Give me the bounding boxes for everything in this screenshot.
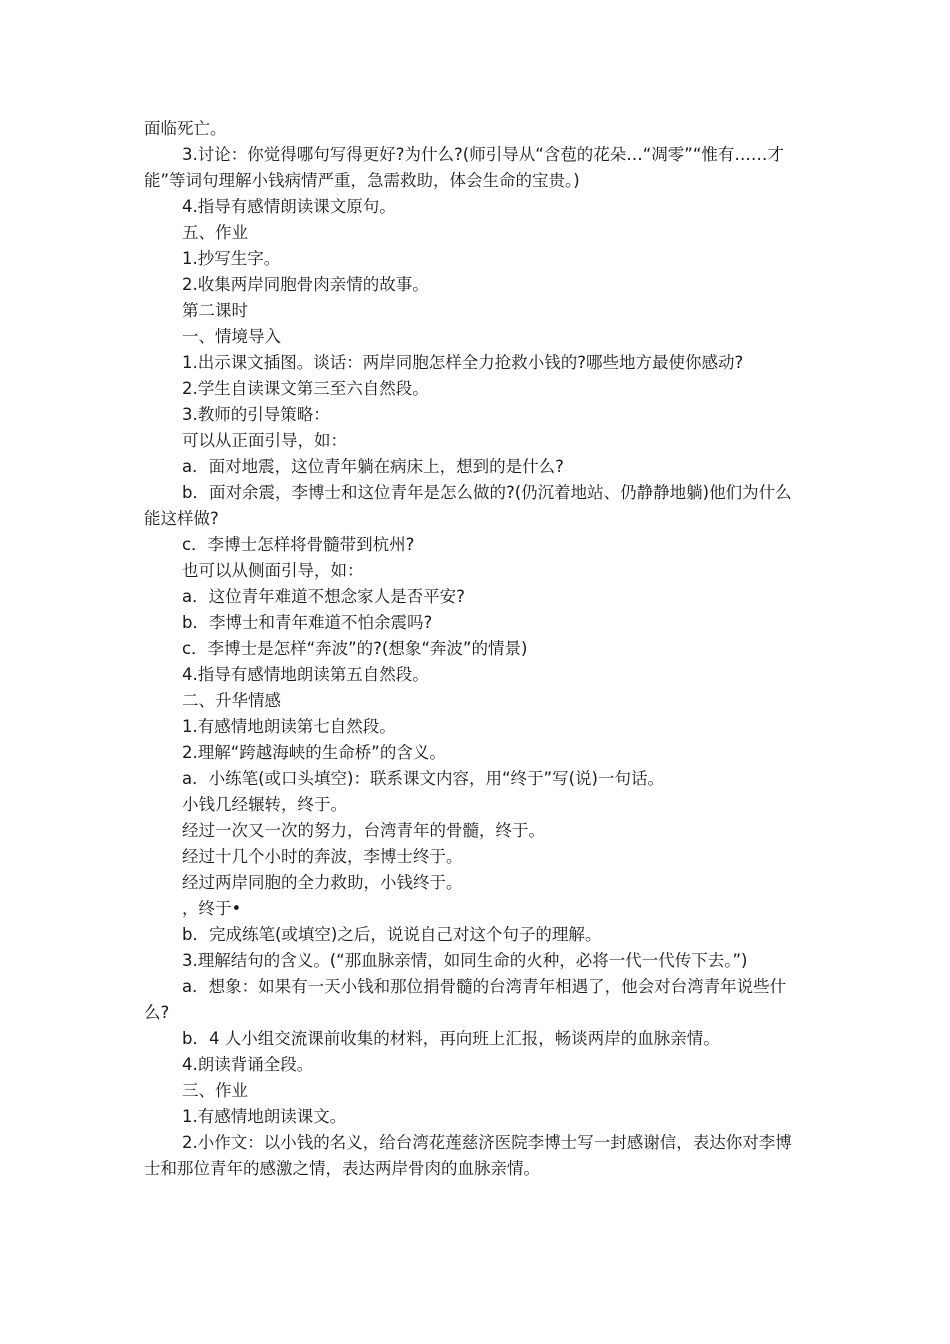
paragraph: 经过一次又一次的努力，台湾青年的骨髓，终于。 <box>182 821 545 840</box>
paragraph: b．面对余震，李博士和这位青年是怎么做的?(仍沉着地站、仍静静地躺)他们为什么能这样做? <box>144 483 792 528</box>
paragraph: 3.教师的引导策略： <box>182 405 330 424</box>
paragraph: a．面对地震，这位青年躺在病床上，想到的是什么? <box>182 457 564 476</box>
paragraph: 3.讨论：你觉得哪句写得更好?为什么?(师引导从“含苞的花朵…“凋零”“惟有……才能”等词句理解小钱病情严重，急需救助，体会生命的宝贵。) <box>144 145 784 190</box>
paragraph: 2.小作文：以小钱的名义，给台湾花莲慈济医院李博士写一封感谢信，表达你对李博士和那位青年的感激之情，表达两岸骨肉的血脉亲情。 <box>144 1133 792 1178</box>
section-heading: 五、作业 <box>182 223 248 242</box>
paragraph: 小钱几经辗转，终于。 <box>182 795 347 814</box>
paragraph: 2.收集两岸同胞骨肉亲情的故事。 <box>182 275 429 294</box>
paragraph: 1.有感情地朗读第七自然段。 <box>182 717 396 736</box>
paragraph: 也可以从侧面引导，如： <box>182 561 364 580</box>
paragraph: 2.学生自读课文第三至六自然段。 <box>182 379 429 398</box>
paragraph: b．李博士和青年难道不怕余震吗? <box>182 613 433 632</box>
paragraph: 1.出示课文插图。谈话：两岸同胞怎样全力抢救小钱的?哪些地方最使你感动? <box>182 353 744 372</box>
document-body <box>144 116 808 1182</box>
paragraph: b．完成练笔(或填空)之后，说说自己对这个句子的理解。 <box>182 925 602 944</box>
paragraph: 经过十几个小时的奔波，李博士终于。 <box>182 847 463 866</box>
paragraph: 3.理解结句的含义。(“那血脉亲情，如同生命的火种，必将一代一代传下去。”) <box>182 951 748 970</box>
paragraph: 4.朗读背诵全段。 <box>182 1055 314 1074</box>
paragraph: 2.理解“跨越海峡的生命桥”的含义。 <box>182 743 446 762</box>
paragraph: 1.有感情地朗读课文。 <box>182 1107 347 1126</box>
paragraph: a．想象：如果有一天小钱和那位捐骨髓的台湾青年相遇了，他会对台湾青年说些什么? <box>144 977 787 1022</box>
section-heading: 三、作业 <box>182 1081 248 1100</box>
paragraph: 可以从正面引导，如： <box>182 431 347 450</box>
paragraph: ，终于• <box>182 899 242 918</box>
paragraph: c．李博士怎样将骨髓带到杭州? <box>182 535 415 554</box>
paragraph: c．李博士是怎样“奔波”的?(想象“奔波”的情景) <box>182 639 528 658</box>
paragraph: a．小练笔(或口头填空)：联系课文内容，用“终于”写(说)一句话。 <box>182 769 664 788</box>
paragraph: a．这位青年难道不想念家人是否平安? <box>182 587 465 606</box>
section-heading: 二、升华情感 <box>182 691 281 710</box>
paragraph: b．4 人小组交流课前收集的材料，再向班上汇报，畅谈两岸的血脉亲情。 <box>182 1029 720 1048</box>
section-heading: 一、情境导入 <box>182 327 281 346</box>
lesson-heading: 第二课时 <box>182 301 248 320</box>
paragraph: 4.指导有感情地朗读第五自然段。 <box>182 665 429 684</box>
paragraph: 1.抄写生字。 <box>182 249 281 268</box>
paragraph: 面临死亡。 <box>144 119 227 138</box>
paragraph: 4.指导有感情朗读课文原句。 <box>182 197 396 216</box>
paragraph: 经过两岸同胞的全力救助，小钱终于。 <box>182 873 463 892</box>
